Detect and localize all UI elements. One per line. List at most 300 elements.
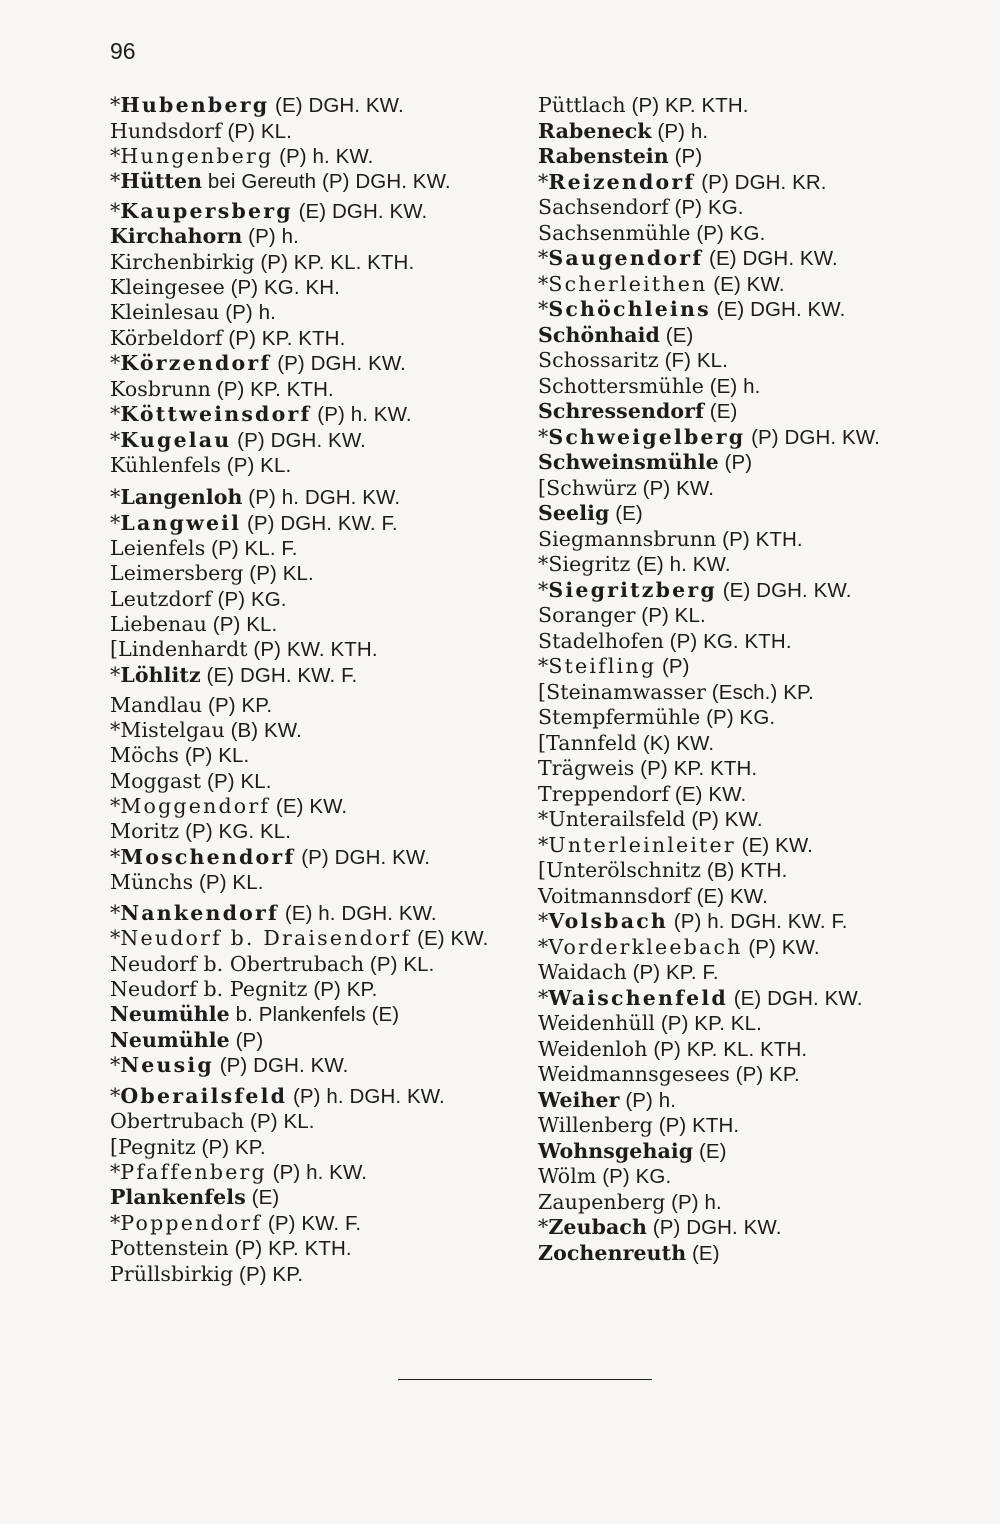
- place-details: (E): [704, 400, 738, 423]
- place-name: Münchs: [110, 870, 194, 894]
- place-name: Schwürz: [546, 476, 637, 500]
- place-details: (P) h. KW.: [266, 1161, 368, 1184]
- list-item: [538, 704, 775, 731]
- place-name: Liebenau: [110, 612, 207, 636]
- list-item: [538, 347, 728, 374]
- list-item: [110, 742, 249, 769]
- entry-mark: *: [110, 1160, 121, 1184]
- entry-mark: *: [538, 1215, 549, 1239]
- place-name: Saugendorf: [548, 246, 704, 270]
- entry-mark: *: [538, 552, 549, 576]
- entry-mark: *: [110, 351, 121, 375]
- place-details: (P) KW. F.: [262, 1212, 362, 1235]
- place-name: Prüllsbirkig: [110, 1262, 234, 1286]
- place-name: Soranger: [538, 603, 636, 627]
- place-name: Sachsenmühle: [538, 221, 691, 245]
- list-item: [538, 220, 765, 247]
- entry-mark: *: [538, 170, 549, 194]
- place-name: Zeubach: [548, 1215, 647, 1239]
- entry-mark: *: [110, 845, 121, 869]
- place-name: Moggast: [110, 769, 202, 793]
- list-item: [110, 611, 277, 638]
- place-name: Kugelau: [120, 428, 232, 452]
- place-details: (P) KL.: [201, 770, 272, 793]
- list-item: [538, 1163, 671, 1190]
- place-name: Weidmannsgesees: [538, 1062, 730, 1086]
- place-name: Unterölschnitz: [546, 858, 702, 882]
- place-name: Seelig: [538, 501, 610, 525]
- place-details: (P) h.: [651, 120, 709, 143]
- place-name: Pottenstein: [110, 1236, 229, 1260]
- place-details: (P) h. KW.: [273, 145, 374, 168]
- place-name: Hungenberg: [120, 144, 274, 168]
- list-item: [110, 844, 430, 871]
- place-name: Neumühle: [110, 1002, 230, 1026]
- list-item: [110, 1261, 303, 1288]
- place-details: (E) KW.: [735, 834, 813, 857]
- place-name: Weiher: [538, 1088, 620, 1112]
- place-name: Unterleinleiter: [548, 833, 736, 857]
- place-name: Kleinlesau: [110, 300, 220, 324]
- place-name: Scherleithen: [548, 272, 708, 296]
- place-details: (E) KW.: [690, 885, 768, 908]
- place-details: (E) DGH. KW.: [727, 987, 863, 1010]
- list-item: [538, 1189, 722, 1216]
- place-name: Waidach: [538, 960, 627, 984]
- entry-mark: *: [110, 93, 121, 117]
- list-item: [538, 857, 787, 884]
- place-name: Volsbach: [548, 909, 668, 933]
- place-details: (P): [668, 145, 703, 168]
- place-details: (P) KP. KL. KTH.: [647, 1038, 808, 1061]
- place-name: Schönhaid: [538, 323, 660, 347]
- place-name: Weidenloh: [538, 1037, 648, 1061]
- place-details: (P) KL.: [244, 1110, 315, 1133]
- place-details: (P) KL.: [243, 562, 314, 585]
- list-item: [538, 169, 827, 196]
- list-item: [538, 730, 714, 757]
- list-item: [110, 1159, 367, 1186]
- place-details: (P) KG.: [211, 588, 287, 611]
- entry-mark: *: [110, 169, 121, 193]
- list-item: [538, 653, 690, 680]
- place-details: (E) DGH. KW.: [292, 200, 428, 223]
- list-item: [538, 1061, 800, 1088]
- entry-mark: *: [110, 1053, 121, 1077]
- place-name: Siegritz: [548, 552, 631, 576]
- place-details: (P) KP.: [307, 978, 378, 1001]
- list-item: [110, 92, 404, 119]
- list-item: [110, 452, 291, 479]
- place-details: (P) h.: [242, 225, 299, 248]
- entry-mark: *: [110, 794, 121, 818]
- list-item: [110, 401, 412, 428]
- place-details: (K) KW.: [637, 732, 715, 755]
- place-name: Stadelhofen: [538, 629, 664, 653]
- place-details: (P) KP. KL.: [655, 1012, 762, 1035]
- list-item: [110, 510, 398, 537]
- place-name: Kühlenfels: [110, 453, 221, 477]
- list-item: [538, 373, 760, 400]
- place-name: Hundsdorf: [110, 119, 222, 143]
- list-item: [110, 535, 298, 562]
- place-name: Siegritzberg: [548, 578, 717, 602]
- list-item: [538, 934, 820, 961]
- place-details: (P) KP. KTH.: [634, 757, 758, 780]
- list-item: [538, 322, 693, 349]
- list-item: [110, 484, 400, 511]
- place-details: (P) KP. KTH.: [228, 1237, 352, 1260]
- list-item: [110, 768, 272, 795]
- list-item: [538, 1010, 762, 1037]
- place-name: Hubenberg: [120, 93, 270, 117]
- place-details: (P) KG.: [668, 196, 744, 219]
- place-details: (B) KTH.: [701, 859, 788, 882]
- place-details: (P) KP.: [729, 1063, 800, 1086]
- place-details: bei Gereuth (P) DGH. KW.: [202, 170, 451, 193]
- place-details: (P): [229, 1029, 264, 1052]
- list-item: [110, 586, 287, 613]
- place-name: Lindenhardt: [118, 637, 248, 661]
- list-item: [110, 976, 377, 1003]
- place-name: Rabenstein: [538, 144, 669, 168]
- place-details: (P) h. DGH. KW.: [242, 486, 401, 509]
- place-name: Schöchleins: [548, 297, 711, 321]
- place-details: (P) KL.: [179, 744, 250, 767]
- place-name: Mistelgau: [120, 718, 225, 742]
- place-name: Willenberg: [538, 1113, 653, 1137]
- list-item: [110, 376, 334, 403]
- place-details: (B) KW.: [224, 719, 302, 742]
- list-item: [110, 143, 373, 170]
- place-name: Sachsendorf: [538, 195, 669, 219]
- list-item: [538, 271, 785, 298]
- list-item: [538, 194, 744, 221]
- list-item: [110, 198, 427, 225]
- place-name: Weidenhüll: [538, 1011, 656, 1035]
- list-item: [538, 449, 752, 476]
- entry-mark: *: [110, 428, 121, 452]
- entry-mark: *: [538, 297, 549, 321]
- place-details: (P) KW. KTH.: [247, 638, 378, 661]
- list-item: [110, 274, 340, 301]
- list-item: [110, 1001, 399, 1028]
- entry-mark: [: [110, 1135, 119, 1159]
- place-details: (P) KP. F.: [626, 961, 719, 984]
- list-item: [538, 755, 757, 782]
- place-details: (P) DGH. KW.: [745, 426, 880, 449]
- place-details: (P) h. DGH. KW. F.: [668, 910, 848, 933]
- entry-mark: *: [538, 935, 549, 959]
- entry-mark: *: [110, 1211, 121, 1235]
- list-item: [110, 560, 314, 587]
- place-details: (P) h.: [665, 1191, 722, 1214]
- place-name: Kirchenbirkig: [110, 250, 255, 274]
- list-item: [538, 832, 813, 859]
- place-name: Rabeneck: [538, 119, 652, 143]
- list-item: [110, 1134, 266, 1161]
- place-name: Schweinsmühle: [538, 450, 719, 474]
- list-item: [538, 526, 803, 553]
- place-name: Möchs: [110, 743, 180, 767]
- place-name: Plankenfels: [110, 1185, 246, 1209]
- place-name: Wohnsgehaig: [538, 1139, 694, 1163]
- place-details: (P) KG. KTH.: [663, 630, 792, 653]
- place-details: (E) KW.: [707, 273, 785, 296]
- list-item: [110, 168, 451, 195]
- place-details: (P) KG.: [700, 706, 776, 729]
- place-name: Neudorf b. Pegnitz: [110, 977, 308, 1001]
- list-item: [538, 679, 814, 706]
- place-name: Vorderkleebach: [548, 935, 743, 959]
- place-name: Körzendorf: [120, 351, 272, 375]
- place-name: Voitmannsdorf: [538, 884, 691, 908]
- entry-mark: [: [538, 680, 547, 704]
- place-details: (E): [659, 324, 694, 347]
- entry-mark: *: [110, 1084, 121, 1108]
- list-item: [110, 249, 414, 276]
- place-name: Kleingesee: [110, 275, 225, 299]
- place-details: (Esch.) KP.: [705, 681, 814, 704]
- place-name: Moggendorf: [120, 794, 271, 818]
- place-details: (P) KP.: [202, 694, 273, 717]
- place-details: (E) DGH. KW.: [703, 247, 838, 270]
- place-name: Mandlau: [110, 693, 203, 717]
- place-name: Oberailsfeld: [120, 1084, 288, 1108]
- place-details: (E) h. DGH. KW.: [279, 902, 437, 925]
- list-item: [538, 245, 838, 272]
- place-details: (E) KW.: [270, 795, 348, 818]
- place-details: (P) KG. KL.: [179, 820, 292, 843]
- place-name: Pegnitz: [118, 1135, 196, 1159]
- list-item: [110, 818, 291, 845]
- place-name: Zochenreuth: [538, 1241, 687, 1265]
- entry-mark: *: [538, 425, 549, 449]
- place-details: (P) KW.: [636, 477, 714, 500]
- entry-mark: *: [110, 199, 121, 223]
- place-details: (P) KTH.: [652, 1114, 740, 1137]
- list-item: [110, 299, 276, 326]
- place-name: Neumühle: [110, 1028, 230, 1052]
- list-item: [538, 1112, 739, 1139]
- list-item: [538, 1240, 720, 1267]
- list-item: [110, 951, 434, 978]
- list-item: [538, 475, 714, 502]
- place-details: (P) KP. KTH.: [222, 327, 346, 350]
- place-name: Püttlach: [538, 93, 626, 117]
- place-details: (P) DGH. KW.: [213, 1054, 349, 1077]
- place-details: (P) DGH. KR.: [695, 171, 827, 194]
- place-name: Leienfels: [110, 536, 206, 560]
- place-details: (E): [693, 1140, 727, 1163]
- place-details: (P) KL.: [220, 454, 292, 477]
- place-details: (P) DGH. KW.: [271, 352, 406, 375]
- place-details: (P) h. KW.: [311, 403, 412, 426]
- list-item: [110, 900, 437, 927]
- place-details: (E) DGH. KW.: [716, 579, 852, 602]
- list-item: [538, 1087, 676, 1114]
- list-item: [538, 424, 880, 451]
- place-details: (P) KP.: [233, 1263, 304, 1286]
- place-details: (P): [718, 451, 753, 474]
- list-item: [538, 1036, 807, 1063]
- place-name: Obertrubach: [110, 1109, 245, 1133]
- place-details: (P) KW.: [742, 936, 820, 959]
- place-details: (E) KW.: [669, 783, 747, 806]
- place-name: Moritz: [110, 819, 180, 843]
- place-name: Reizendorf: [548, 170, 696, 194]
- entry-mark: *: [538, 986, 549, 1010]
- list-item: [110, 1083, 445, 1110]
- place-details: (P) h.: [219, 301, 276, 324]
- list-item: [538, 1214, 782, 1241]
- place-name: Poppendorf: [120, 1211, 263, 1235]
- place-details: (P) KP. KL. KTH.: [254, 251, 415, 274]
- list-item: [110, 223, 299, 250]
- place-details: (E): [686, 1242, 720, 1265]
- entry-mark: *: [110, 485, 121, 509]
- place-name: Moschendorf: [120, 845, 296, 869]
- place-name: Kaupersberg: [120, 199, 293, 223]
- place-name: Schressendorf: [538, 399, 704, 423]
- place-details: (P) DGH. KW.: [646, 1216, 782, 1239]
- place-details: (P) KL.: [221, 120, 292, 143]
- list-item: [110, 1108, 315, 1135]
- place-name: Trägweis: [538, 756, 635, 780]
- list-item: [538, 908, 848, 935]
- list-item: [110, 427, 366, 454]
- list-item: [538, 883, 768, 910]
- place-name: Neusig: [120, 1053, 214, 1077]
- list-item: [110, 717, 302, 744]
- entry-mark: [: [538, 858, 547, 882]
- place-name: Langweil: [120, 511, 242, 535]
- list-item: [538, 577, 852, 604]
- list-item: [538, 628, 792, 655]
- place-details: (P) DGH. KW.: [295, 846, 430, 869]
- list-item: [538, 959, 719, 986]
- place-details: (P) KL. F.: [205, 537, 298, 560]
- place-name: Zaupenberg: [538, 1190, 666, 1214]
- place-name: Langenloh: [120, 485, 243, 509]
- entry-mark: *: [538, 807, 549, 831]
- list-item: [538, 602, 706, 629]
- place-name: Nankendorf: [120, 901, 280, 925]
- place-details: (P) KG.: [690, 222, 766, 245]
- entry-mark: *: [110, 718, 121, 742]
- place-name: Stempfermühle: [538, 705, 701, 729]
- place-details: (P) DGH. KW. F.: [241, 512, 398, 535]
- entry-mark: *: [110, 901, 121, 925]
- list-item: [538, 781, 746, 808]
- place-name: Hütten: [120, 169, 203, 193]
- place-details: (P) KP.: [195, 1136, 266, 1159]
- place-name: Leimersberg: [110, 561, 244, 585]
- place-details: (E) DGH. KW.: [269, 94, 404, 117]
- place-details: (P) KW.: [685, 808, 763, 831]
- list-item: [538, 806, 763, 833]
- place-details: (E): [609, 502, 643, 525]
- place-details: (P) KL.: [193, 871, 264, 894]
- place-name: Wölm: [538, 1164, 597, 1188]
- place-details: (E): [245, 1186, 280, 1209]
- list-item: [110, 1027, 263, 1054]
- place-name: Schossaritz: [538, 348, 659, 372]
- list-item: [110, 869, 264, 896]
- place-details: (E) KW.: [411, 927, 489, 950]
- place-details: (P) KL.: [206, 613, 278, 636]
- place-name: Steinamwasser: [546, 680, 706, 704]
- entry-mark: *: [538, 246, 549, 270]
- list-item: [110, 662, 357, 689]
- entry-mark: *: [110, 926, 121, 950]
- entry-mark: *: [110, 402, 121, 426]
- entry-mark: *: [538, 272, 549, 296]
- list-item: [110, 692, 272, 719]
- place-details: (P): [656, 655, 690, 678]
- list-item: [110, 925, 488, 952]
- place-name: Kirchahorn: [110, 224, 243, 248]
- place-name: Schottersmühle: [538, 374, 704, 398]
- entry-mark: *: [538, 654, 549, 678]
- place-name: Siegmannsbrunn: [538, 527, 717, 551]
- entry-mark: *: [110, 511, 121, 535]
- place-details: (P) DGH. KW.: [231, 429, 366, 452]
- list-item: [110, 1052, 348, 1079]
- list-item: [538, 1138, 727, 1165]
- list-item: [538, 118, 708, 145]
- place-name: Treppendorf: [538, 782, 670, 806]
- closing-rule: [398, 1379, 652, 1380]
- list-item: [538, 398, 737, 425]
- list-item: [110, 325, 345, 352]
- page-number: 96: [110, 38, 136, 64]
- list-item: [538, 551, 731, 578]
- list-item: [110, 636, 378, 663]
- place-details: (P) KL.: [364, 953, 435, 976]
- place-details: (E) h. KW.: [630, 553, 731, 576]
- place-name: Löhlitz: [120, 663, 201, 687]
- list-item: [538, 500, 643, 527]
- entry-mark: *: [538, 578, 549, 602]
- list-item: [538, 985, 863, 1012]
- place-details: (P) h. DGH. KW.: [287, 1085, 445, 1108]
- entry-mark: [: [538, 731, 547, 755]
- place-details: (P) KG.: [596, 1165, 672, 1188]
- place-name: Köttweinsdorf: [120, 402, 312, 426]
- place-name: Neudorf b. Draisendorf: [120, 926, 412, 950]
- place-name: Waischenfeld: [548, 986, 728, 1010]
- place-name: Unterailsfeld: [548, 807, 686, 831]
- place-details: (E) DGH. KW. F.: [200, 664, 358, 687]
- place-details: (P) KTH.: [716, 528, 803, 551]
- list-item: [110, 350, 406, 377]
- place-name: Steifling: [548, 654, 657, 678]
- list-item: [110, 1210, 361, 1237]
- list-item: [110, 1184, 279, 1211]
- place-name: Neudorf b. Obertrubach: [110, 952, 365, 976]
- entry-mark: *: [538, 909, 549, 933]
- place-name: Körbeldorf: [110, 326, 223, 350]
- place-details: (P) h.: [619, 1089, 677, 1112]
- place-details: (F) KL.: [658, 349, 728, 372]
- place-details: (P) KP. KTH.: [210, 378, 334, 401]
- entry-mark: *: [538, 833, 549, 857]
- place-details: (P) KG. KH.: [224, 276, 340, 299]
- place-details: (P) KP. KTH.: [625, 94, 749, 117]
- place-name: Pfaffenberg: [120, 1160, 267, 1184]
- entry-mark: [: [110, 637, 119, 661]
